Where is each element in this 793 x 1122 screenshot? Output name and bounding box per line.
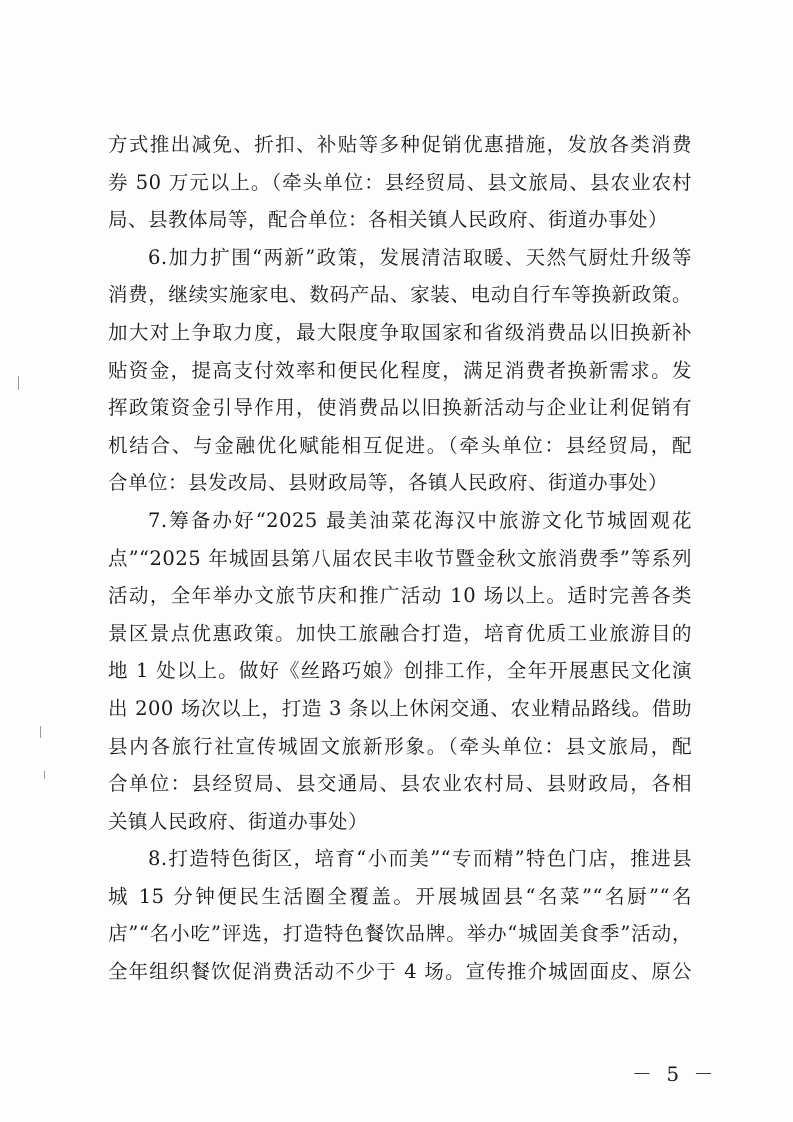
text-line: 消费，继续实施家电、数码产品、家装、电动自行车等换新政策。 xyxy=(108,283,692,307)
text-line: 券 50 万元以上。（牵头单位：县经贸局、县文旅局、县农业农村 xyxy=(108,170,692,194)
paragraph-6-start: 6.加力扩围“两新”政策，发展清洁取暖、天然气厨灶升级等 xyxy=(148,245,692,269)
body-text xyxy=(108,126,692,991)
scan-margin-mark xyxy=(44,771,45,779)
text-line: 活动，全年举办文旅节庆和推广活动 10 场以上。适时完善各类 xyxy=(108,584,692,608)
paragraph-8-start: 8.打造特色街区，培育“小而美”“专而精”特色门店，推进县 xyxy=(148,847,692,871)
text-line: 加大对上争取力度，最大限度争取国家和省级消费品以旧换新补 xyxy=(108,320,692,344)
text-line: 城 15 分钟便民生活圈全覆盖。开展城固县“名菜”“名厨”“名 xyxy=(108,884,692,908)
text-line: 县内各旅行社宣传城固文旅新形象。（牵头单位：县文旅局，配 xyxy=(108,734,692,758)
text-line: 合单位：县经贸局、县交通局、县农业农村局、县财政局，各相 xyxy=(108,772,692,796)
text-line: 店”“名小吃”评选，打造特色餐饮品牌。举办“城固美食季”活动， xyxy=(108,922,692,946)
scan-margin-mark xyxy=(18,376,19,390)
scan-margin-mark xyxy=(40,726,41,738)
text-line: 点”“2025 年城固县第八届农民丰收节暨金秋文旅消费季”等系列 xyxy=(108,546,692,570)
text-line: 局、县教体局等，配合单位：各相关镇人民政府、街道办事处） xyxy=(108,208,669,232)
text-line: 出 200 场次以上，打造 3 条以上休闲交通、农业精品路线。借助 xyxy=(108,696,692,720)
text-line: 地 1 处以上。做好《丝路巧娘》创排工作，全年开展惠民文化演 xyxy=(108,659,692,683)
paragraph-7-start: 7.筹备办好“2025 最美油菜花海汉中旅游文化节城固观花 xyxy=(148,508,692,532)
page-number: － 5 － xyxy=(632,1062,718,1086)
text-line: 机结合、与金融优化赋能相互促进。（牵头单位：县经贸局，配 xyxy=(108,433,692,457)
text-line: 贴资金，提高支付效率和便民化程度，满足消费者换新需求。发 xyxy=(108,358,692,382)
text-line: 方式推出减免、折扣、补贴等多种促销优惠措施，发放各类消费 xyxy=(108,133,692,156)
text-line: 景区景点优惠政策。加快工旅融合打造，培育优质工业旅游目的 xyxy=(108,621,692,645)
text-line: 关镇人民政府、街道办事处） xyxy=(108,809,369,833)
text-line: 全年组织餐饮促消费活动不少于 4 场。宣传推介城固面皮、原公 xyxy=(108,960,692,984)
text-line: 挥政策资金引导作用，使消费品以旧换新活动与企业让利促销有 xyxy=(108,396,692,420)
text-line: 合单位：县发改局、县财政局等，各镇人民政府、街道办事处） xyxy=(108,471,669,495)
